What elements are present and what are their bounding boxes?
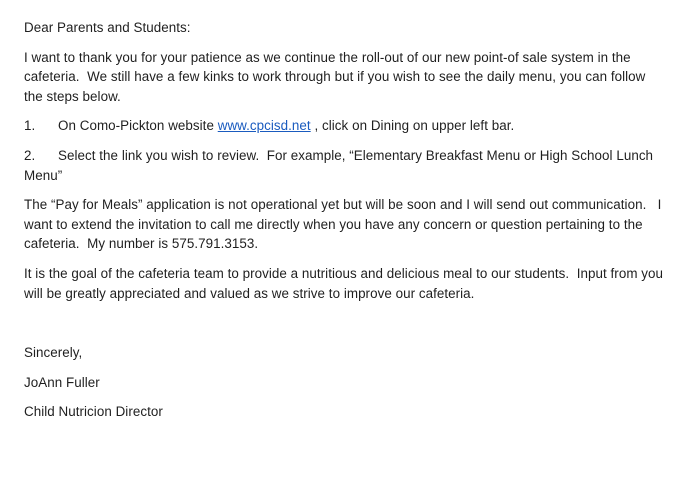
letter-body [24,18,667,432]
closing: Sincerely, [24,345,83,361]
pay-for-meals-paragraph: The “Pay for Meals” application is not operational yet but will be soon and I will send out communication. I want to extend the invitation to call me directly when you have any concern or question pertaining to the cafeteria. My number is 575.791.3153. [24,197,666,252]
step-text-2: Select the link you wish to review. For example, “Elementary Breakfast Menu or High School Lunch Menu” [24,147,657,183]
signer-name: JoAnn Fuller [24,374,100,390]
step-item-2 [24,146,664,185]
signer-title: Child Nutricion Director [24,404,163,420]
step-number-2: 2. [24,147,36,163]
step-text-1-before-link: On Como-Pickton website [58,118,218,134]
step-item-1 [24,116,664,136]
intro-paragraph: I want to thank you for your patience as we continue the roll-out of our new point-of sale system in the cafeteria. We still have a few kinks to work through but if you wish to see the daily menu, you can follow the steps below. [24,49,650,104]
paragraph-spacer [24,313,664,343]
website-link[interactable]: www.cpcisd.net [217,118,311,134]
salutation: Dear Parents and Students: [24,20,191,35]
goal-paragraph: It is the goal of the cafeteria team to provide a nutritious and delicious meal to our students. Input from you will be greatly appreciated and valued as we strive to improve our cafeteria. [24,265,667,301]
step-number-1: 1. [24,118,36,134]
step-text-1-after-link: , click on Dining on upper left bar. [310,118,515,134]
